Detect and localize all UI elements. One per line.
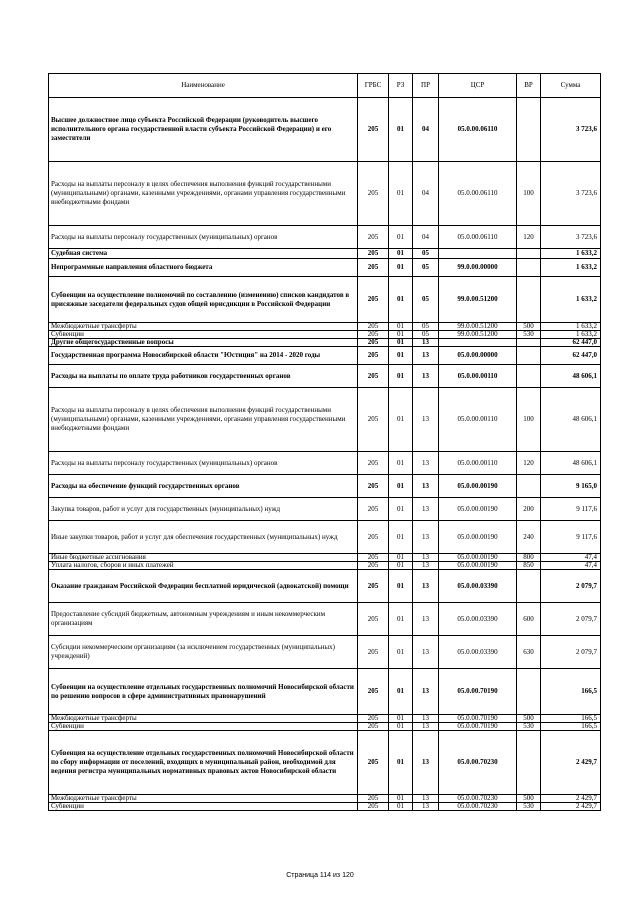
header-pr: ПР bbox=[413, 74, 439, 98]
table-row bbox=[49, 562, 601, 570]
row-name: Расходы на выплаты по оплате труда работников государственных органов bbox=[49, 365, 358, 388]
header-name: Наименование bbox=[49, 74, 358, 98]
row-sum: 1 633,2 bbox=[541, 323, 601, 331]
row-sum: 48 606,1 bbox=[541, 388, 601, 452]
row-sum: 166,5 bbox=[541, 723, 601, 731]
row-pr: 04 bbox=[413, 98, 439, 162]
row-rz: 01 bbox=[389, 562, 413, 570]
row-pr: 13 bbox=[413, 452, 439, 475]
row-rz: 01 bbox=[389, 498, 413, 521]
row-pr: 04 bbox=[413, 226, 439, 249]
row-pr: 13 bbox=[413, 365, 439, 388]
table-row bbox=[49, 259, 601, 277]
row-vr bbox=[517, 475, 541, 498]
table-row bbox=[49, 603, 601, 636]
row-grbs: 205 bbox=[358, 365, 389, 388]
row-csr: 05.0.00.00190 bbox=[439, 521, 517, 554]
table-row bbox=[49, 795, 601, 803]
row-name: Уплата налогов, сборов и иных платежей bbox=[49, 562, 358, 570]
row-csr: 05.0.00.70230 bbox=[439, 803, 517, 811]
row-csr: 99.0.00.00000 bbox=[439, 259, 517, 277]
row-vr: 500 bbox=[517, 795, 541, 803]
table-row bbox=[49, 339, 601, 347]
row-csr: 05.0.00.06110 bbox=[439, 226, 517, 249]
row-name: Субвенция на осуществление отдельных государственных полномочий Новосибирской области по сбору информации от поселений, входящих в муниципальный район, необходимой для ведения регистра муниципальных нормативных правовых актов Новосибирской области bbox=[49, 731, 358, 795]
row-csr: 99.0.00.51200 bbox=[439, 323, 517, 331]
row-vr bbox=[517, 731, 541, 795]
row-vr bbox=[517, 669, 541, 715]
row-csr: 05.0.00.03390 bbox=[439, 570, 517, 603]
table-row bbox=[49, 347, 601, 365]
row-name: Межбюджетные трансферты bbox=[49, 795, 358, 803]
header-sum: Сумма bbox=[541, 74, 601, 98]
row-sum: 48 606,1 bbox=[541, 365, 601, 388]
row-pr: 13 bbox=[413, 731, 439, 795]
row-pr: 05 bbox=[413, 331, 439, 339]
row-name: Субвенции на осуществление отдельных государственных полномочий Новосибирской области по решению вопросов в сфере административных правонарушений bbox=[49, 669, 358, 715]
row-vr bbox=[517, 347, 541, 365]
row-csr: 05.0.00.03390 bbox=[439, 636, 517, 669]
row-rz: 01 bbox=[389, 249, 413, 259]
row-grbs: 205 bbox=[358, 603, 389, 636]
header-csr: ЦСР bbox=[439, 74, 517, 98]
row-vr: 530 bbox=[517, 803, 541, 811]
row-csr: 05.0.00.06110 bbox=[439, 162, 517, 226]
row-name: Субвенции bbox=[49, 723, 358, 731]
row-sum: 1 633,2 bbox=[541, 259, 601, 277]
row-pr: 05 bbox=[413, 259, 439, 277]
row-name: Закупка товаров, работ и услуг для государственных (муниципальных) нужд bbox=[49, 498, 358, 521]
row-grbs: 205 bbox=[358, 452, 389, 475]
header-vr: ВР bbox=[517, 74, 541, 98]
row-vr bbox=[517, 98, 541, 162]
table-row bbox=[49, 452, 601, 475]
row-pr: 13 bbox=[413, 388, 439, 452]
row-pr: 13 bbox=[413, 669, 439, 715]
row-sum: 2 079,7 bbox=[541, 603, 601, 636]
row-grbs: 205 bbox=[358, 162, 389, 226]
row-rz: 01 bbox=[389, 715, 413, 723]
row-vr bbox=[517, 570, 541, 603]
table-header-row bbox=[49, 74, 601, 98]
row-name: Иные закупки товаров, работ и услуг для обеспечения государственных (муниципальных) нужд bbox=[49, 521, 358, 554]
budget-table bbox=[48, 73, 601, 811]
row-grbs: 205 bbox=[358, 323, 389, 331]
row-vr: 530 bbox=[517, 723, 541, 731]
row-csr: 05.0.00.06110 bbox=[439, 98, 517, 162]
row-rz: 01 bbox=[389, 795, 413, 803]
row-name: Субвенции на осуществление полномочий по составлению (изменению) списков кандидатов в присяжные заседатели федеральных судов общей юрисдикции в Российской Федерации bbox=[49, 277, 358, 323]
row-csr: 05.0.00.00190 bbox=[439, 498, 517, 521]
row-rz: 01 bbox=[389, 331, 413, 339]
row-rz: 01 bbox=[389, 475, 413, 498]
row-grbs: 205 bbox=[358, 347, 389, 365]
row-grbs: 205 bbox=[358, 570, 389, 603]
row-grbs: 205 bbox=[358, 669, 389, 715]
row-csr: 05.0.00.70190 bbox=[439, 715, 517, 723]
row-vr: 530 bbox=[517, 331, 541, 339]
header-rz: РЗ bbox=[389, 74, 413, 98]
table-row bbox=[49, 331, 601, 339]
table-row bbox=[49, 388, 601, 452]
row-sum: 2 079,7 bbox=[541, 570, 601, 603]
row-grbs: 205 bbox=[358, 795, 389, 803]
row-csr: 99.0.00.51200 bbox=[439, 331, 517, 339]
row-sum: 2 429,7 bbox=[541, 803, 601, 811]
row-name: Расходы на выплаты персоналу государственных (муниципальных) органов bbox=[49, 226, 358, 249]
row-rz: 01 bbox=[389, 570, 413, 603]
row-csr: 05.0.00.00000 bbox=[439, 347, 517, 365]
row-grbs: 205 bbox=[358, 731, 389, 795]
table-row bbox=[49, 803, 601, 811]
row-pr: 13 bbox=[413, 498, 439, 521]
row-name: Расходы на обеспечение функций государственных органов bbox=[49, 475, 358, 498]
row-vr: 850 bbox=[517, 562, 541, 570]
row-grbs: 205 bbox=[358, 636, 389, 669]
row-grbs: 205 bbox=[358, 277, 389, 323]
row-rz: 01 bbox=[389, 731, 413, 795]
row-name: Расходы на выплаты персоналу в целях обеспечения выполнения функций государственными (муниципальными) органами, казенными учреждениями, органами управления государственными внебюджетными фондами bbox=[49, 162, 358, 226]
row-grbs: 205 bbox=[358, 226, 389, 249]
row-rz: 01 bbox=[389, 603, 413, 636]
row-sum: 1 633,2 bbox=[541, 277, 601, 323]
row-rz: 01 bbox=[389, 323, 413, 331]
table-row bbox=[49, 162, 601, 226]
row-rz: 01 bbox=[389, 554, 413, 562]
row-vr: 100 bbox=[517, 162, 541, 226]
table-row bbox=[49, 521, 601, 554]
table-row bbox=[49, 98, 601, 162]
row-name: Расходы на выплаты персоналу государственных (муниципальных) органов bbox=[49, 452, 358, 475]
row-pr: 13 bbox=[413, 795, 439, 803]
row-csr: 05.0.00.00110 bbox=[439, 388, 517, 452]
row-csr bbox=[439, 249, 517, 259]
row-name: Субвенции bbox=[49, 803, 358, 811]
row-name: Предоставление субсидий бюджетным, автономным учреждениям и иным некоммерческим организациям bbox=[49, 603, 358, 636]
row-sum: 3 723,6 bbox=[541, 98, 601, 162]
row-grbs: 205 bbox=[358, 249, 389, 259]
table-row bbox=[49, 715, 601, 723]
row-csr: 05.0.00.70190 bbox=[439, 723, 517, 731]
row-vr: 600 bbox=[517, 603, 541, 636]
row-vr: 200 bbox=[517, 498, 541, 521]
row-rz: 01 bbox=[389, 347, 413, 365]
row-vr: 120 bbox=[517, 226, 541, 249]
row-rz: 01 bbox=[389, 636, 413, 669]
row-grbs: 205 bbox=[358, 723, 389, 731]
row-sum: 1 633,2 bbox=[541, 331, 601, 339]
row-grbs: 205 bbox=[358, 259, 389, 277]
row-csr: 05.0.00.00190 bbox=[439, 475, 517, 498]
row-name: Государственная программа Новосибирской области "Юстиция" на 2014 - 2020 годы bbox=[49, 347, 358, 365]
table-row bbox=[49, 365, 601, 388]
row-sum: 2 429,7 bbox=[541, 731, 601, 795]
table-row bbox=[49, 669, 601, 715]
row-grbs: 205 bbox=[358, 498, 389, 521]
row-vr bbox=[517, 365, 541, 388]
table-row bbox=[49, 554, 601, 562]
row-grbs: 205 bbox=[358, 803, 389, 811]
row-grbs: 205 bbox=[358, 715, 389, 723]
table-row bbox=[49, 570, 601, 603]
row-csr bbox=[439, 339, 517, 347]
row-pr: 05 bbox=[413, 323, 439, 331]
row-rz: 01 bbox=[389, 723, 413, 731]
row-pr: 05 bbox=[413, 277, 439, 323]
row-pr: 13 bbox=[413, 636, 439, 669]
row-pr: 13 bbox=[413, 554, 439, 562]
row-name: Высшее должностное лицо субъекта Российской Федерации (руководитель высшего исполнительного органа государственной власти субъекта Российской Федерации) и его заместители bbox=[49, 98, 358, 162]
table-row bbox=[49, 731, 601, 795]
row-grbs: 205 bbox=[358, 521, 389, 554]
row-name: Оказание гражданам Российской Федерации бесплатной юридической (адвокатской) помощи bbox=[49, 570, 358, 603]
table-row bbox=[49, 323, 601, 331]
row-pr: 13 bbox=[413, 521, 439, 554]
row-grbs: 205 bbox=[358, 554, 389, 562]
row-name: Субсидии некоммерческим организациям (за исключением государственных (муниципальных) учреждений) bbox=[49, 636, 358, 669]
row-sum: 47,4 bbox=[541, 554, 601, 562]
row-pr: 13 bbox=[413, 803, 439, 811]
row-vr: 500 bbox=[517, 715, 541, 723]
row-rz: 01 bbox=[389, 162, 413, 226]
row-pr: 13 bbox=[413, 339, 439, 347]
row-pr: 05 bbox=[413, 249, 439, 259]
table-row bbox=[49, 636, 601, 669]
row-rz: 01 bbox=[389, 452, 413, 475]
row-name: Субвенции bbox=[49, 331, 358, 339]
row-grbs: 205 bbox=[358, 331, 389, 339]
row-pr: 04 bbox=[413, 162, 439, 226]
row-sum: 166,5 bbox=[541, 669, 601, 715]
row-vr: 120 bbox=[517, 452, 541, 475]
table-row bbox=[49, 226, 601, 249]
row-rz: 01 bbox=[389, 521, 413, 554]
row-rz: 01 bbox=[389, 259, 413, 277]
row-grbs: 205 bbox=[358, 388, 389, 452]
row-name: Межбюджетные трансферты bbox=[49, 715, 358, 723]
row-pr: 13 bbox=[413, 715, 439, 723]
table-row bbox=[49, 498, 601, 521]
row-rz: 01 bbox=[389, 803, 413, 811]
row-csr: 05.0.00.70230 bbox=[439, 795, 517, 803]
row-rz: 01 bbox=[389, 98, 413, 162]
row-vr bbox=[517, 249, 541, 259]
row-name: Иные бюджетные ассигнования bbox=[49, 554, 358, 562]
row-rz: 01 bbox=[389, 277, 413, 323]
row-sum: 9 117,6 bbox=[541, 498, 601, 521]
row-grbs: 205 bbox=[358, 475, 389, 498]
row-sum: 48 606,1 bbox=[541, 452, 601, 475]
row-sum: 3 723,6 bbox=[541, 226, 601, 249]
row-name: Непрограммные направления областного бюджета bbox=[49, 259, 358, 277]
page-number: Страница 114 из 120 bbox=[286, 872, 354, 879]
row-sum: 166,5 bbox=[541, 715, 601, 723]
row-csr: 05.0.00.00190 bbox=[439, 554, 517, 562]
row-sum: 2 079,7 bbox=[541, 636, 601, 669]
row-vr: 500 bbox=[517, 323, 541, 331]
row-vr: 240 bbox=[517, 521, 541, 554]
row-csr: 05.0.00.00190 bbox=[439, 562, 517, 570]
row-rz: 01 bbox=[389, 365, 413, 388]
header-grbs: ГРБС bbox=[358, 74, 389, 98]
row-rz: 01 bbox=[389, 388, 413, 452]
row-pr: 13 bbox=[413, 475, 439, 498]
row-csr: 05.0.00.00110 bbox=[439, 365, 517, 388]
row-rz: 01 bbox=[389, 339, 413, 347]
row-vr: 100 bbox=[517, 388, 541, 452]
row-vr bbox=[517, 339, 541, 347]
row-pr: 13 bbox=[413, 347, 439, 365]
row-vr: 800 bbox=[517, 554, 541, 562]
table-row bbox=[49, 277, 601, 323]
row-vr: 630 bbox=[517, 636, 541, 669]
row-csr: 99.0.00.51200 bbox=[439, 277, 517, 323]
row-sum: 2 429,7 bbox=[541, 795, 601, 803]
row-pr: 13 bbox=[413, 723, 439, 731]
row-sum: 62 447,0 bbox=[541, 347, 601, 365]
row-rz: 01 bbox=[389, 226, 413, 249]
row-csr: 05.0.00.03390 bbox=[439, 603, 517, 636]
row-pr: 13 bbox=[413, 562, 439, 570]
row-name: Расходы на выплаты персоналу в целях обеспечения выполнения функций государственными (муниципальными) органами, казенными учреждениями, органами управления государственными внебюджетными фондами bbox=[49, 388, 358, 452]
table-row bbox=[49, 475, 601, 498]
row-name: Межбюджетные трансферты bbox=[49, 323, 358, 331]
row-grbs: 205 bbox=[358, 98, 389, 162]
row-pr: 13 bbox=[413, 570, 439, 603]
row-csr: 05.0.00.00110 bbox=[439, 452, 517, 475]
row-sum: 9 117,6 bbox=[541, 521, 601, 554]
row-vr bbox=[517, 259, 541, 277]
row-sum: 62 447,0 bbox=[541, 339, 601, 347]
row-rz: 01 bbox=[389, 669, 413, 715]
table-row bbox=[49, 723, 601, 731]
row-vr bbox=[517, 277, 541, 323]
row-sum: 9 165,0 bbox=[541, 475, 601, 498]
row-sum: 1 633,2 bbox=[541, 249, 601, 259]
row-sum: 47,4 bbox=[541, 562, 601, 570]
row-sum: 3 723,6 bbox=[541, 162, 601, 226]
row-name: Другие общегосударственные вопросы bbox=[49, 339, 358, 347]
row-grbs: 205 bbox=[358, 562, 389, 570]
row-name: Судебная система bbox=[49, 249, 358, 259]
row-csr: 05.0.00.70230 bbox=[439, 731, 517, 795]
row-csr: 05.0.00.70190 bbox=[439, 669, 517, 715]
table-row bbox=[49, 249, 601, 259]
row-grbs: 205 bbox=[358, 339, 389, 347]
row-pr: 13 bbox=[413, 603, 439, 636]
